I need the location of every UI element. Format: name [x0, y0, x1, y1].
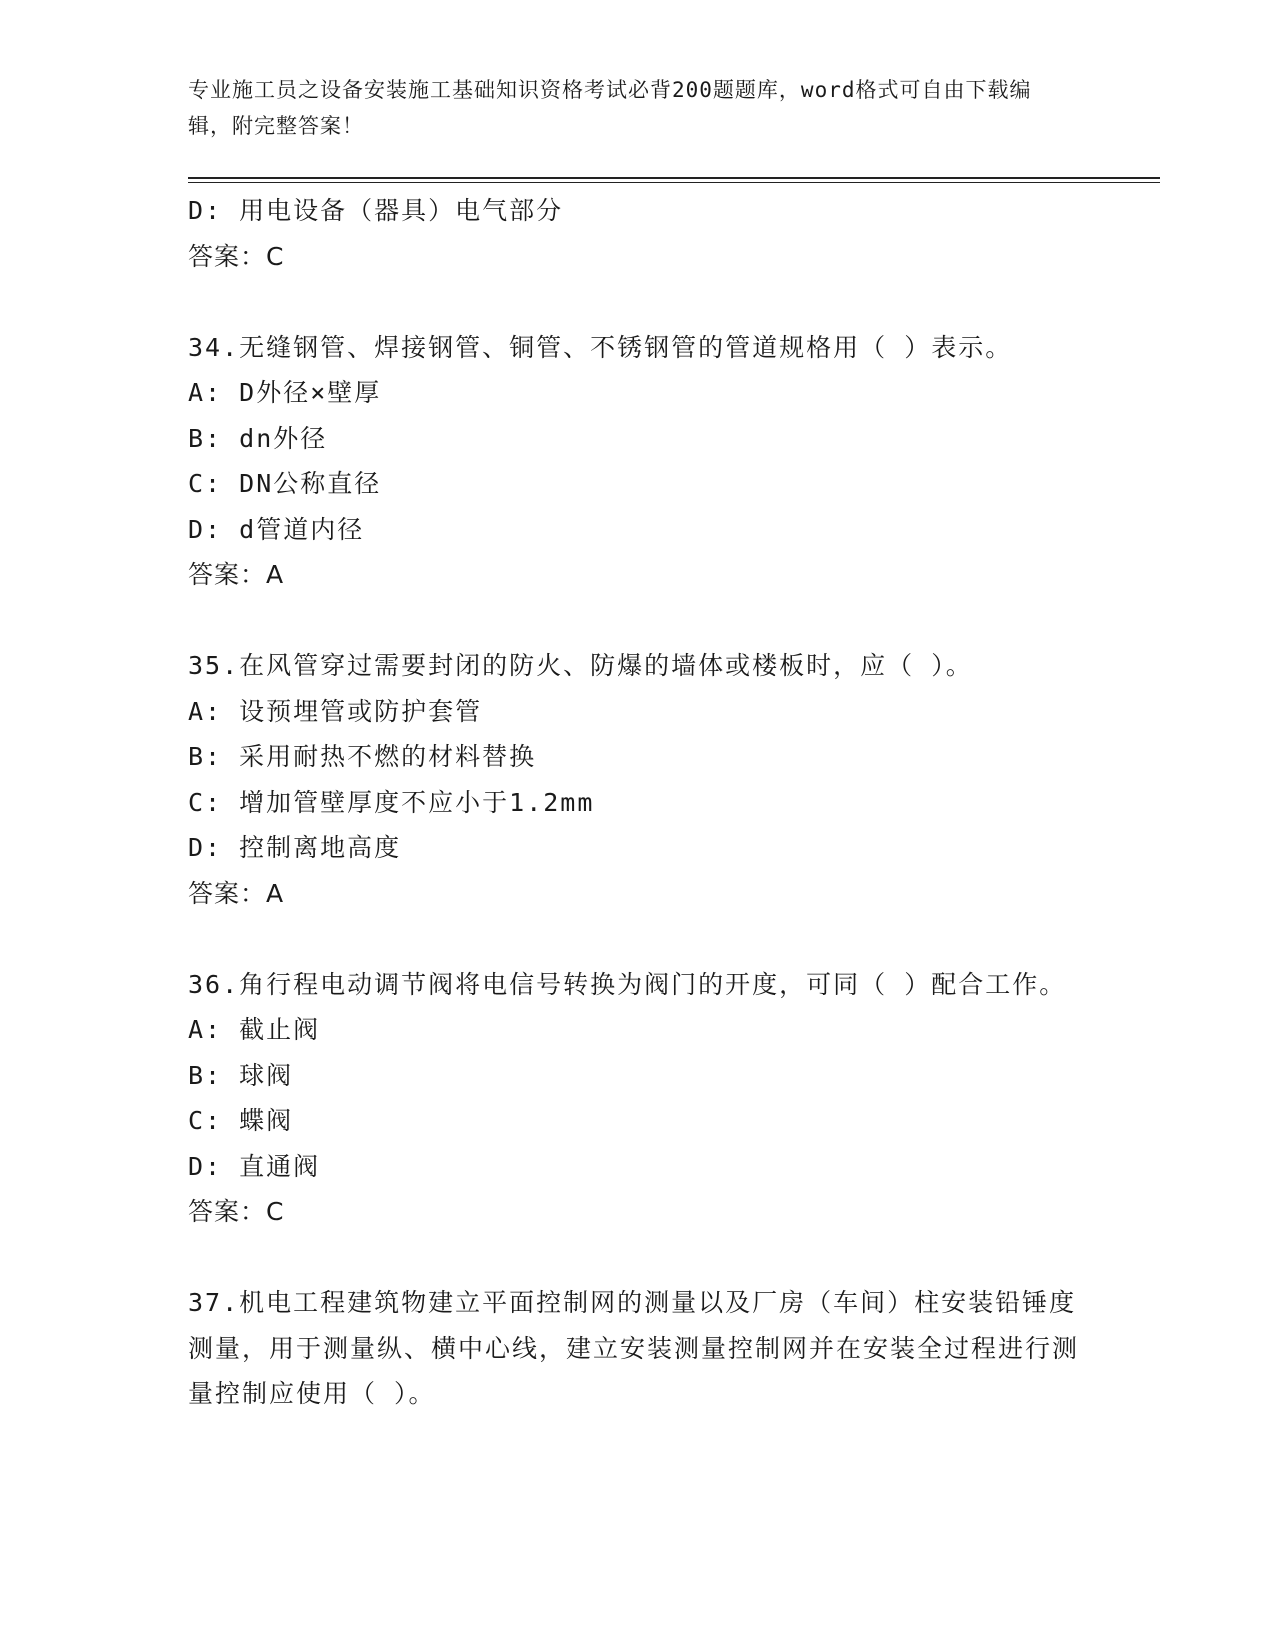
option-b: B: 采用耐热不燃的材料替换	[188, 742, 537, 771]
option-a: A: 截止阀	[188, 1015, 321, 1044]
question-35	[188, 643, 1088, 916]
option-a: A: 设预埋管或防护套管	[188, 696, 483, 726]
option-b: B: 球阀	[188, 1060, 294, 1090]
spacer	[188, 279, 1088, 325]
spacer	[188, 1235, 1088, 1281]
question-stem: 34.无缝钢管、焊接钢管、铜管、不锈钢管的管道规格用（ ）表示。	[188, 332, 1013, 362]
option-a: A: D外径×壁厚	[188, 378, 382, 407]
question-content	[188, 188, 1088, 1417]
option-b: B: dn外径	[188, 423, 328, 453]
question-stem: 37.机电工程建筑物建立平面控制网的测量以及厂房（车间）柱安装铅锤度测量，用于测量纵、横中心线，建立安装测量控制网并在安装全过程进行测量控制应使用（ ）。	[188, 1288, 1080, 1408]
question-34	[188, 325, 1088, 598]
option-d: D: 直通阀	[188, 1151, 321, 1181]
question-36	[188, 962, 1088, 1235]
prev-answer: 答案：C	[188, 241, 285, 271]
page-header: 专业施工员之设备安装施工基础知识资格考试必背200题题库，word格式可自由下载编辑，附完整答案！	[188, 78, 1032, 138]
answer: 答案：C	[188, 1197, 285, 1226]
spacer	[188, 916, 1088, 962]
option-d: D: d管道内径	[188, 514, 365, 544]
option-c: C: 增加管壁厚度不应小于1.2mm	[188, 787, 595, 817]
header-divider	[188, 177, 1160, 179]
question-stem: 36.角行程电动调节阀将电信号转换为阀门的开度，可同（ ）配合工作。	[188, 969, 1067, 999]
spacer	[188, 598, 1088, 644]
prev-option-d: D: 用电设备（器具）电气部分	[188, 196, 564, 225]
answer: 答案：A	[188, 878, 285, 908]
answer: 答案：A	[188, 560, 285, 589]
option-d: D: 控制离地高度	[188, 833, 402, 862]
option-c: C: 蝶阀	[188, 1106, 294, 1135]
question-stem: 35.在风管穿过需要封闭的防火、防爆的墙体或楼板时，应（ ）。	[188, 651, 973, 680]
option-c: C: DN公称直径	[188, 469, 382, 498]
question-37	[188, 1280, 1088, 1417]
header-divider-thin	[188, 182, 1160, 183]
